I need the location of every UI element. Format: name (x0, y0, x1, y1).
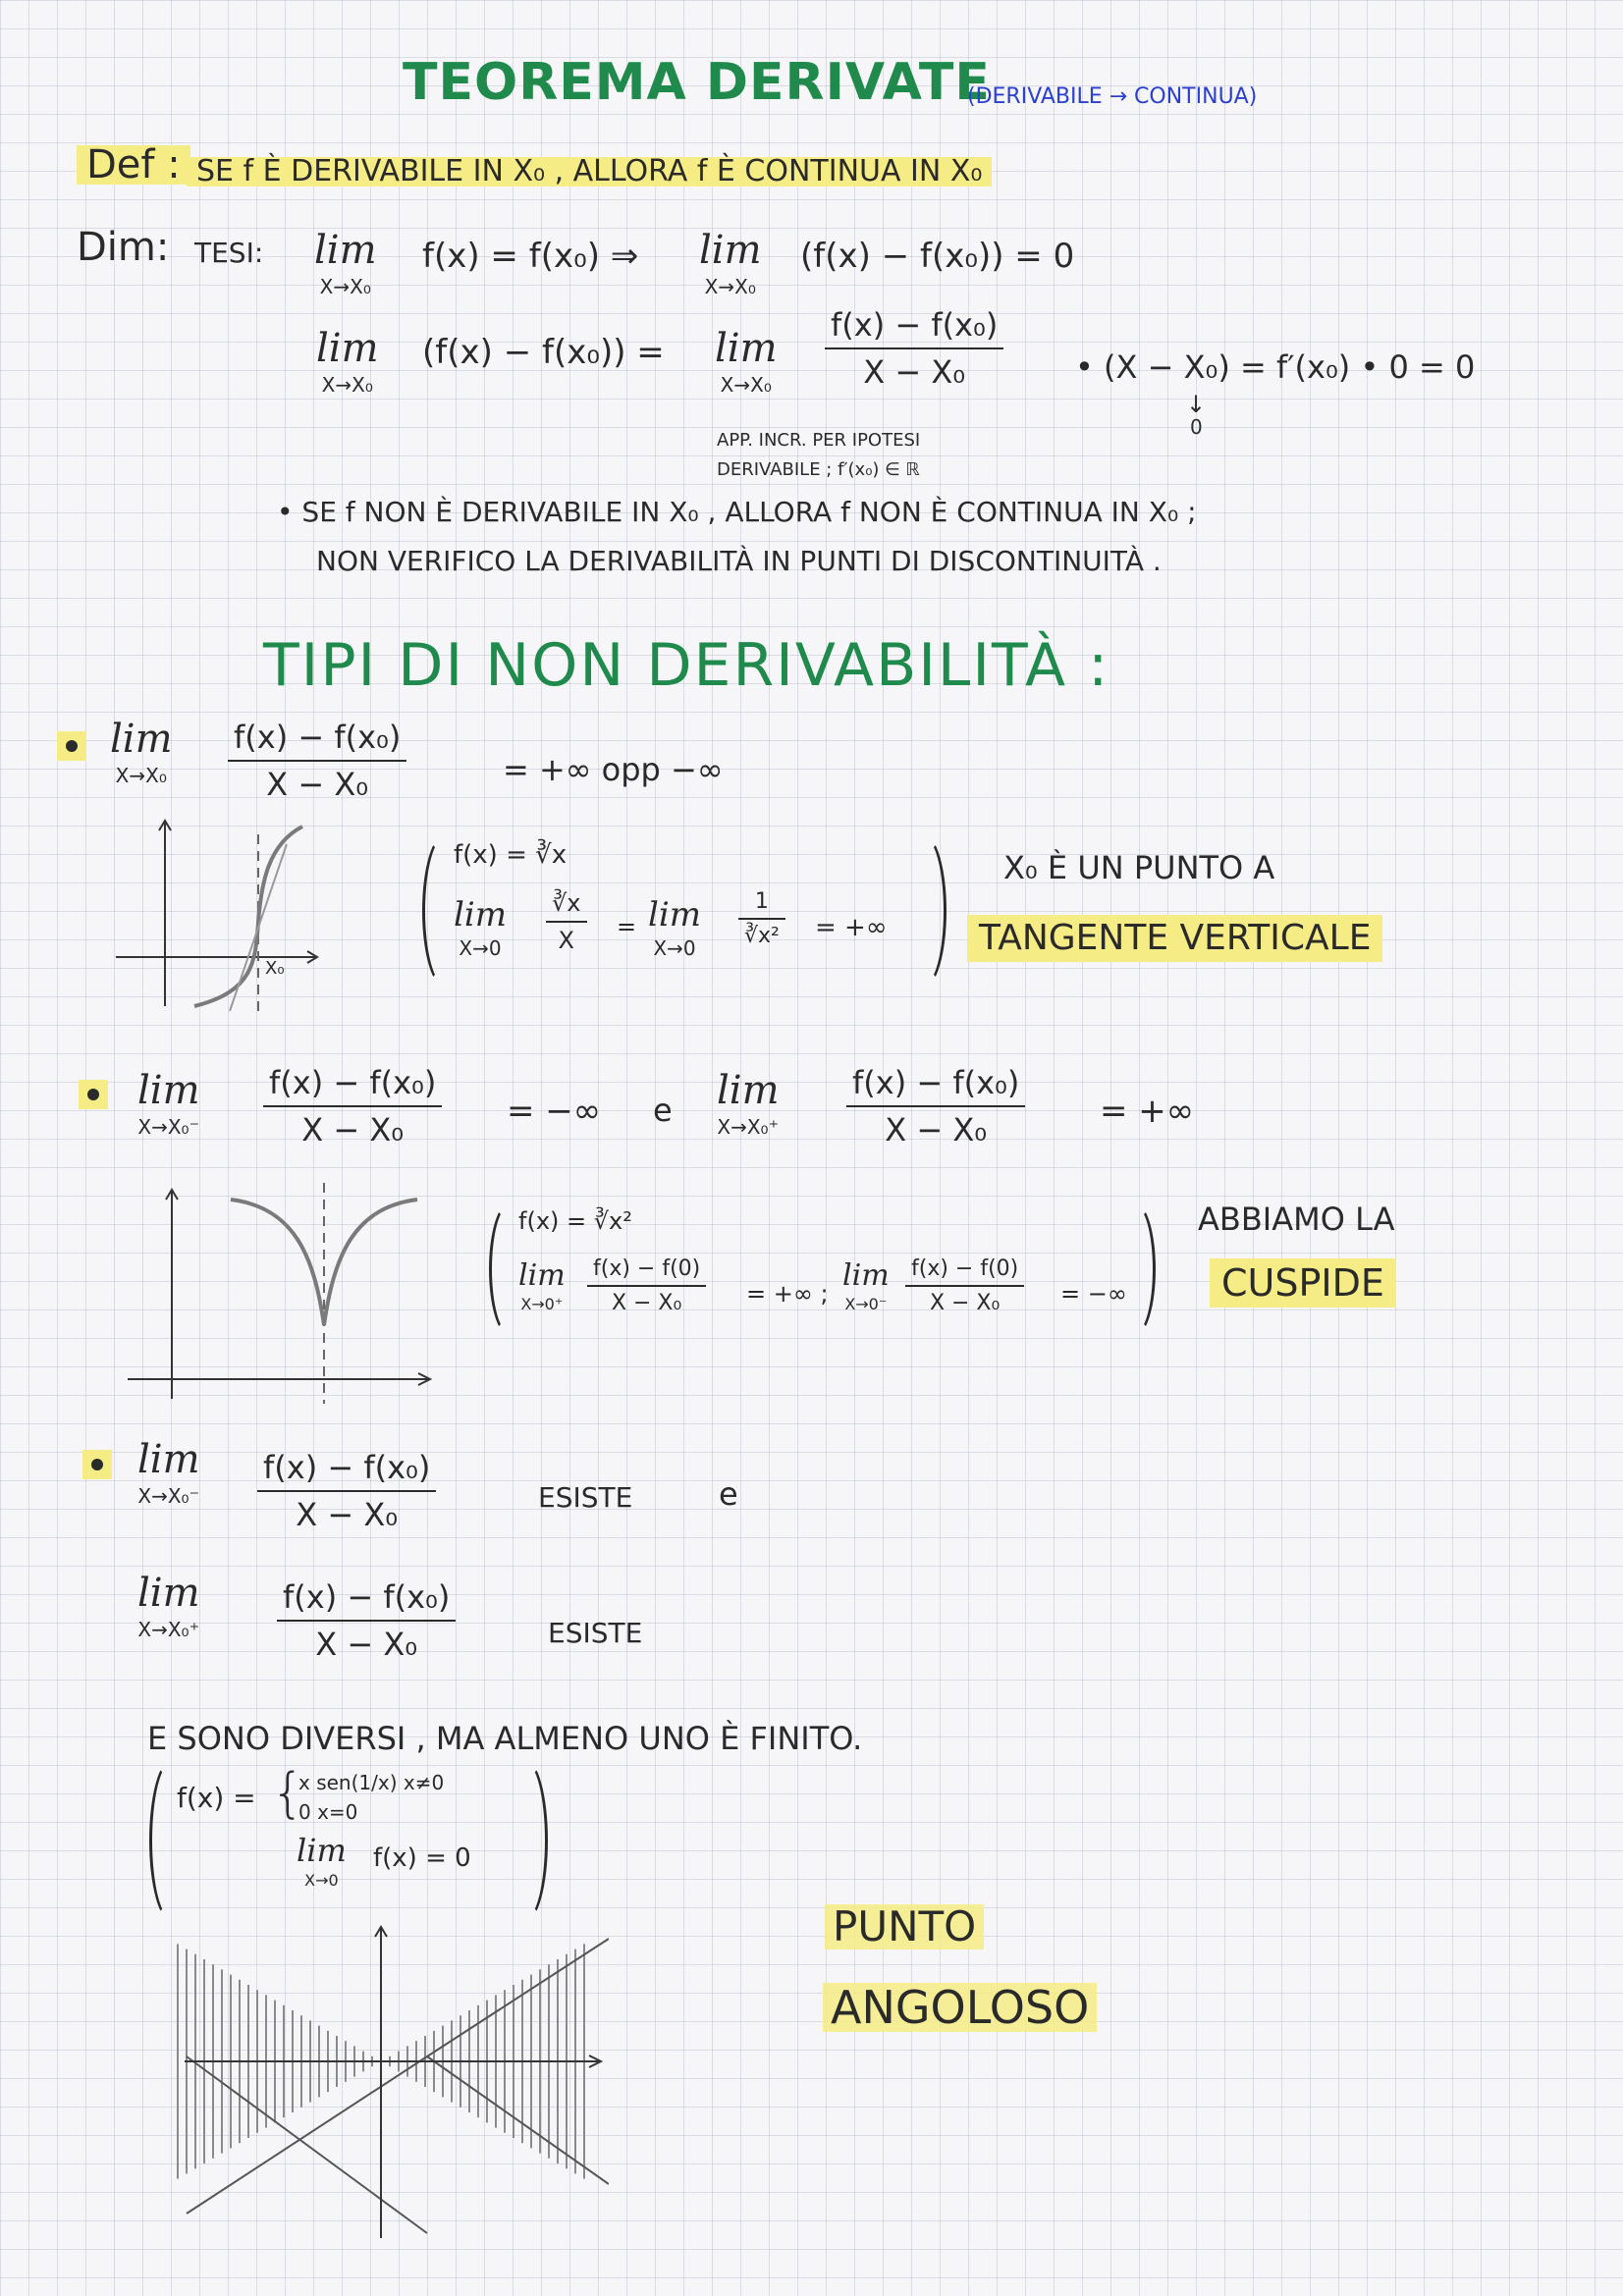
case1-example-frac-1: ∛x X (546, 889, 587, 954)
types-heading: TIPI DI NON DERIVABILITÀ : (263, 631, 1110, 700)
case2-limit-right: lim X→X₀⁺ (717, 1068, 780, 1139)
case1-limit: lim X→X₀ (110, 717, 173, 787)
case3-exists-left: ESISTE (538, 1481, 633, 1514)
proof-line2-left: (f(x) − f(x₀)) = (422, 333, 665, 372)
case3-desc-2: ANGOLOSO (823, 1983, 1097, 2032)
case1-graph (106, 815, 322, 1011)
case2-result-right: = +∞ (1100, 1092, 1195, 1131)
tesi-label: TESI: (194, 237, 264, 269)
page-title: TEOREMA DERIVATE (403, 53, 991, 112)
case2-bullet (87, 1089, 99, 1100)
case2-fraction-left: f(x) − f(x₀) X − X₀ (263, 1064, 442, 1148)
case1-example-lim-2: lim X→0 (648, 895, 701, 960)
tesi-expr-a: f(x) = f(x₀) ⇒ (422, 237, 639, 276)
case1-example-eq: = (617, 913, 637, 940)
case1-fraction: f(x) − f(x₀) X − X₀ (228, 719, 406, 803)
case2-example-lim-right: lim X→0⁺ (518, 1258, 566, 1313)
case2-example-fx: f(x) = ∛x² (518, 1207, 632, 1235)
case3-limit-left: lim X→X₀⁻ (137, 1437, 200, 1508)
case2-example-lim-left: lim X→0⁻ (842, 1258, 890, 1313)
remark-line-2: NON VERIFICO LA DERIVABILITÀ IN PUNTI DI DISCONTINUITÀ . (316, 545, 1162, 577)
case3-example-fx: f(x) = (177, 1782, 256, 1814)
case3-conj: e (719, 1475, 738, 1513)
case2-example-frac-right: f(x) − f(0) X − X₀ (587, 1256, 706, 1315)
definition-text: SE f È DERIVABILE IN X₀ , ALLORA f È CONTINUA IN X₀ (187, 157, 992, 187)
case2-example-res-1: = +∞ ; (746, 1280, 829, 1308)
case1-desc-2: TANGENTE VERTICALE (967, 915, 1382, 962)
zero-mark: 0 (1190, 415, 1203, 439)
case2-example-frac-left: f(x) − f(0) X − X₀ (905, 1256, 1024, 1315)
case3-piece-2: 0 x=0 (298, 1800, 358, 1824)
case2-desc-2: CUSPIDE (1210, 1258, 1396, 1308)
case3-brace: { (271, 1762, 305, 1824)
case3-bullet (91, 1459, 103, 1470)
case3-right-paren (503, 1759, 548, 1922)
case2-limit-left: lim X→X₀⁻ (137, 1068, 200, 1139)
case1-desc-1: X₀ È UN PUNTO A (1003, 849, 1275, 886)
case3-fraction-right: f(x) − f(x₀) X − X₀ (277, 1578, 456, 1663)
case3-example-lim-expr: f(x) = 0 (373, 1843, 471, 1873)
case3-fraction-left: f(x) − f(x₀) X − X₀ (257, 1449, 436, 1533)
case2-conj: e (653, 1092, 673, 1129)
case2-graph (118, 1178, 432, 1404)
proof-fraction: f(x) − f(x₀) X − X₀ (825, 306, 1003, 391)
case3-limit-right: lim X→X₀⁺ (137, 1571, 200, 1641)
case2-fraction-right: f(x) − f(x₀) X − X₀ (846, 1064, 1025, 1148)
case1-bullet (66, 740, 78, 752)
case3-graph (177, 1919, 609, 2243)
tesi-limit-2: lim X→X₀ (699, 228, 762, 298)
remark-line-1: • SE f NON È DERIVABILE IN X₀ , ALLORA f NON È CONTINUA IN X₀ ; (277, 496, 1197, 528)
case3-sentence: E SONO DIVERSI , MA ALMENO UNO È FINITO. (147, 1720, 863, 1757)
proof-note-1: APP. INCR. PER IPOTESI (717, 430, 921, 451)
proof-limit-2: lim X→X₀ (715, 326, 778, 397)
case1-example-fx: f(x) = ∛x (454, 840, 568, 870)
case1-example-lim-1: lim X→0 (454, 895, 507, 960)
case1-graph-label: X₀ (265, 958, 285, 979)
tesi-limit-1: lim X→X₀ (314, 228, 377, 298)
proof-note-2: DERIVABILE ; f′(x₀) ∈ ℝ (717, 459, 920, 480)
proof-limit-1: lim X→X₀ (316, 326, 379, 397)
case1-result: = +∞ opp −∞ (503, 751, 724, 788)
case2-right-paren (1114, 1202, 1156, 1336)
proof-line2-right: • (X − X₀) = f′(x₀) • 0 = 0 (1075, 348, 1476, 386)
down-arrow: ↓ (1186, 391, 1207, 418)
case3-example-lim: lim X→0 (297, 1832, 347, 1890)
definition-label: Def : (77, 145, 190, 185)
case1-right-paren (901, 834, 947, 988)
proof-label: Dim: (77, 225, 170, 270)
case2-desc-1: ABBIAMO LA (1198, 1201, 1395, 1238)
case3-desc-1: PUNTO (825, 1904, 984, 1949)
tesi-expr-b: (f(x) − f(x₀)) = 0 (800, 237, 1075, 276)
case3-exists-right: ESISTE (548, 1617, 643, 1649)
case3-piece-1: x sen(1/x) x≠0 (298, 1771, 445, 1794)
case2-example-res-2: = −∞ (1060, 1280, 1127, 1308)
case1-example-frac-2: 1 ∛x² (738, 889, 785, 948)
page-subtitle: (DERIVABILE → CONTINUA) (967, 84, 1258, 109)
case2-result-left: = −∞ (507, 1092, 602, 1131)
case1-example-result: = +∞ (815, 913, 888, 942)
